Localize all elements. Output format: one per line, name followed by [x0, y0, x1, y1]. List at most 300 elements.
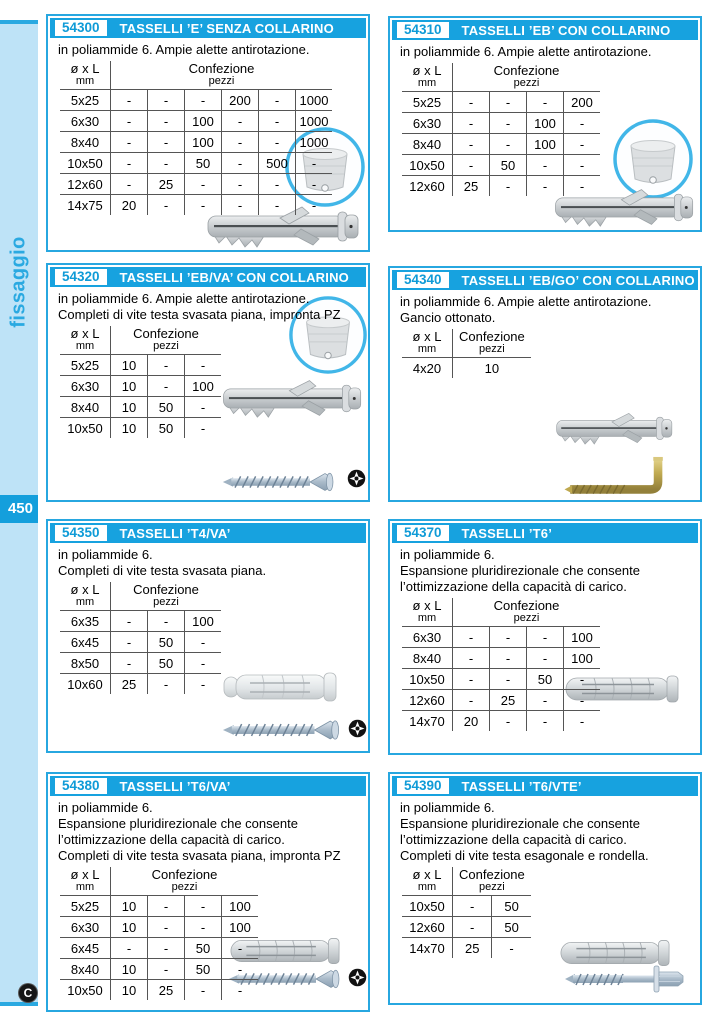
product-panel-54340 — [388, 266, 702, 502]
table-row — [402, 711, 600, 732]
panel-header — [392, 270, 698, 290]
qty-cell: - — [111, 111, 148, 132]
qty-cell: 10 — [111, 355, 148, 376]
description-line: in poliammide 6. — [58, 800, 153, 815]
size-cell: 8x40 — [402, 648, 453, 669]
size-cell: 6x30 — [402, 113, 453, 134]
panel-description — [400, 44, 700, 60]
qty-cell: - — [296, 153, 333, 174]
qty-cell: - — [148, 938, 185, 959]
qty-cell: - — [527, 155, 564, 176]
qty-cell: - — [527, 711, 564, 732]
panel-title: TASSELLI ’T4/VA’ — [119, 525, 231, 541]
table-header-row — [60, 867, 258, 896]
table-row — [60, 132, 332, 153]
qty-cell: 50 — [185, 959, 222, 980]
qty-cell: - — [148, 90, 185, 111]
qty-cell: - — [527, 627, 564, 648]
description-line: l’ottimizzazione della capacità di carico. — [58, 832, 285, 847]
table-row — [60, 376, 221, 397]
size-column-header: ø x L mm — [60, 867, 111, 896]
size-column-header: ø x L mm — [60, 326, 111, 355]
qty-cell: 10 — [111, 917, 148, 938]
product-panel-54300 — [46, 14, 370, 252]
qty-cell: - — [490, 134, 527, 155]
qty-cell: - — [222, 959, 259, 980]
qty-cell: - — [222, 111, 259, 132]
pack-table-container — [48, 61, 368, 215]
qty-cell: - — [259, 195, 296, 216]
qty-cell: - — [296, 174, 333, 195]
table-row — [60, 111, 332, 132]
panel-title: TASSELLI ’T6/VTE’ — [461, 778, 582, 794]
product-panel-54370 — [388, 519, 702, 755]
product-panel-54320 — [46, 263, 370, 502]
table-row — [60, 938, 258, 959]
qty-cell: - — [185, 418, 222, 439]
panel-title: TASSELLI ’T6/VA’ — [119, 778, 231, 794]
panel-header — [392, 523, 698, 543]
qty-cell: - — [453, 896, 492, 917]
size-cell: 8x40 — [60, 397, 111, 418]
qty-cell: - — [111, 132, 148, 153]
size-cell: 12x60 — [402, 690, 453, 711]
countersunk-screw-photo — [220, 469, 340, 495]
table-row — [60, 917, 258, 938]
qty-cell: - — [185, 917, 222, 938]
table-row — [60, 611, 221, 632]
qty-cell: - — [453, 669, 490, 690]
pack-size-table — [60, 582, 221, 694]
qty-cell: - — [259, 132, 296, 153]
panel-title: TASSELLI ’EB/GO’ CON COLLARINO — [461, 272, 695, 288]
qty-cell: - — [111, 174, 148, 195]
table-row — [402, 176, 600, 197]
panel-description — [400, 547, 700, 595]
pack-size-table — [60, 326, 221, 438]
table-row — [402, 938, 531, 959]
qty-cell: 1000 — [296, 90, 333, 111]
qty-cell: - — [111, 653, 148, 674]
table-row — [402, 358, 531, 379]
qty-cell: 25 — [463, 178, 479, 194]
size-cell: 10x60 — [60, 674, 111, 695]
table-header-row — [402, 63, 600, 92]
sidebar — [0, 20, 38, 1006]
size-column-header: ø x L mm — [402, 867, 453, 896]
size-cell: 10x50 — [60, 153, 111, 174]
qty-cell: 100 — [564, 627, 601, 648]
qty-cell: 500 — [259, 153, 296, 174]
panel-description — [58, 800, 368, 864]
qty-cell: 10 — [111, 376, 148, 397]
qty-cell: - — [185, 980, 222, 1001]
qty-cell: - — [490, 648, 527, 669]
qty-cell: - — [222, 195, 259, 216]
qty-cell: 1000 — [296, 111, 333, 132]
table-row — [60, 90, 332, 111]
qty-cell: 50 — [148, 653, 185, 674]
pack-table-container — [390, 598, 700, 731]
qty-cell: 50 — [148, 632, 185, 653]
qty-cell: - — [148, 896, 185, 917]
table-row — [402, 92, 600, 113]
table-row — [60, 632, 221, 653]
size-column-header: ø x L mm — [60, 582, 111, 611]
qty-cell: 10 — [121, 982, 137, 998]
qty-cell: - — [222, 938, 259, 959]
qty-cell: - — [564, 113, 601, 134]
qty-cell: 25 — [490, 690, 527, 711]
size-cell: 6x45 — [60, 632, 111, 653]
panel-header — [50, 776, 366, 796]
table-row — [402, 134, 600, 155]
qty-cell: 100 — [222, 896, 259, 917]
product-panel-54380 — [46, 772, 370, 1012]
description-line: in poliammide 6. Ampie alette antirotazione. — [400, 294, 652, 309]
qty-cell: - — [490, 711, 527, 732]
description-line: Espansione pluridirezionale che consente — [400, 816, 640, 831]
qty-cell: - — [148, 959, 185, 980]
panel-description — [400, 294, 700, 326]
qty-cell: - — [492, 938, 531, 959]
pack-column-header: Confezione pezzi — [453, 867, 531, 896]
panel-title: TASSELLI ’EB’ CON COLLARINO — [461, 22, 671, 38]
qty-cell: - — [222, 132, 259, 153]
size-cell: 6x30 — [60, 111, 111, 132]
article-code: 54350 — [55, 525, 107, 541]
qty-cell: - — [564, 176, 601, 197]
qty-cell: - — [490, 92, 527, 113]
article-code: 54370 — [397, 525, 449, 541]
qty-cell: 200 — [564, 92, 601, 113]
pack-table-container — [48, 326, 368, 438]
description-line: Completi di vite testa svasata piana, impronta PZ — [58, 307, 341, 322]
description-line: Gancio ottonato. — [400, 310, 496, 325]
size-cell: 12x60 — [60, 174, 111, 195]
size-cell: 4x20 — [402, 358, 453, 379]
table-row — [402, 669, 600, 690]
size-cell: 8x50 — [60, 653, 111, 674]
size-cell: 6x45 — [60, 938, 111, 959]
table-row — [60, 959, 258, 980]
table-header-row — [402, 329, 531, 358]
description-line: in poliammide 6. — [58, 547, 153, 562]
hex-screw-photo — [562, 964, 688, 994]
size-column-header: ø x L mm — [402, 63, 453, 92]
qty-cell: 100 — [527, 113, 564, 134]
size-cell: 6x30 — [402, 627, 453, 648]
qty-cell: 25 — [148, 980, 185, 1001]
pack-size-table — [60, 61, 332, 215]
size-cell: 12x60 — [402, 917, 453, 938]
table-header-row — [60, 326, 221, 355]
qty-cell: - — [490, 176, 527, 197]
panel-title: TASSELLI ’EB/VA’ CON COLLARINO — [119, 269, 349, 285]
qty-cell: - — [222, 980, 259, 1001]
expansion-plug-photo — [552, 406, 678, 450]
description-line: Espansione pluridirezionale che consente — [400, 563, 640, 578]
qty-cell: - — [111, 90, 148, 111]
qty-cell: - — [185, 653, 222, 674]
qty-cell: - — [111, 611, 148, 632]
table-row — [60, 397, 221, 418]
description-line: l’ottimizzazione della capacità di carico. — [400, 832, 627, 847]
qty-cell: 1000 — [296, 132, 333, 153]
qty-cell: - — [111, 938, 148, 959]
countersunk-screw-photo — [220, 717, 346, 743]
pack-column-header: Confezione pezzi — [111, 582, 222, 611]
table-row — [60, 653, 221, 674]
product-panel-54310 — [388, 16, 702, 232]
size-column-header: ø x L mm — [402, 598, 453, 627]
qty-cell: - — [185, 632, 222, 653]
qty-cell: - — [527, 648, 564, 669]
pack-size-table — [402, 63, 600, 196]
qty-cell: 25 — [148, 174, 185, 195]
qty-cell: - — [564, 155, 601, 176]
table-row — [60, 896, 258, 917]
panel-title: TASSELLI ’E’ SENZA COLLARINO — [119, 20, 334, 36]
pack-table-container — [390, 867, 700, 958]
panel-description — [58, 547, 368, 579]
phillips-drive-symbol — [348, 719, 367, 738]
qty-cell: 100 — [185, 111, 222, 132]
brand-logo-icon: C — [19, 984, 37, 1002]
pack-table-container — [390, 329, 700, 378]
qty-cell: 20 — [463, 713, 479, 729]
size-cell: 5x25 — [60, 355, 111, 376]
qty-cell: 50 — [148, 397, 185, 418]
pack-size-table — [402, 867, 531, 958]
table-row — [402, 627, 600, 648]
table-row — [60, 980, 258, 1001]
brass-hook-photo — [559, 456, 675, 498]
qty-cell: - — [111, 153, 148, 174]
table-header-row — [60, 582, 221, 611]
article-code: 54340 — [397, 272, 449, 288]
qty-cell: - — [259, 90, 296, 111]
table-header-row — [402, 598, 600, 627]
qty-cell: 25 — [121, 676, 137, 692]
size-cell: 10x50 — [402, 155, 453, 176]
qty-cell: - — [490, 669, 527, 690]
table-row — [402, 155, 600, 176]
size-column-header: ø x L mm — [60, 61, 111, 90]
qty-cell: - — [185, 195, 222, 216]
qty-cell: - — [148, 195, 185, 216]
size-cell: 5x25 — [60, 90, 111, 111]
qty-cell: 50 — [490, 155, 527, 176]
qty-cell: 10 — [121, 420, 137, 436]
table-row — [402, 648, 600, 669]
description-line: in poliammide 6. Ampie alette antirotazione. — [58, 291, 310, 306]
panel-header — [50, 267, 366, 287]
qty-cell: 50 — [148, 418, 185, 439]
qty-cell: 100 — [185, 611, 222, 632]
article-code: 54320 — [55, 269, 107, 285]
category-label: fissaggio — [7, 236, 30, 328]
table-row — [60, 418, 221, 439]
qty-cell: - — [453, 917, 492, 938]
qty-cell: - — [148, 674, 185, 695]
qty-cell: - — [148, 376, 185, 397]
table-row — [402, 896, 531, 917]
size-column-header: ø x L mm — [402, 329, 453, 358]
table-row — [60, 195, 332, 216]
table-header-row — [60, 61, 332, 90]
pack-column-header: Confezione pezzi — [453, 598, 601, 627]
qty-cell: 20 — [121, 197, 137, 213]
size-cell: 8x40 — [60, 959, 111, 980]
qty-cell: - — [185, 355, 222, 376]
qty-cell: - — [453, 113, 490, 134]
pack-column-header: Confezione pezzi — [453, 63, 601, 92]
phillips-drive-symbol — [347, 469, 366, 488]
size-cell: 14x70 — [402, 938, 453, 959]
article-code: 54300 — [55, 20, 107, 36]
article-code: 54310 — [397, 22, 449, 38]
qty-cell: 100 — [222, 917, 259, 938]
qty-cell: - — [148, 132, 185, 153]
size-cell: 6x30 — [60, 917, 111, 938]
qty-cell: 100 — [185, 132, 222, 153]
table-row — [60, 674, 221, 695]
qty-cell: - — [259, 111, 296, 132]
pack-table-container — [390, 63, 700, 196]
description-line: in poliammide 6. — [400, 547, 495, 562]
description-line: Completi di vite testa esagonale e rondella. — [400, 848, 649, 863]
qty-cell: - — [527, 92, 564, 113]
description-line: in poliammide 6. Ampie alette antirotazione. — [58, 42, 310, 57]
qty-cell: 10 — [111, 896, 148, 917]
size-cell: 12x60 — [402, 176, 453, 197]
qty-cell: - — [564, 669, 601, 690]
table-row — [402, 690, 600, 711]
qty-cell: - — [490, 113, 527, 134]
qty-cell: - — [453, 134, 490, 155]
size-cell: 6x35 — [60, 611, 111, 632]
description-line: l’ottimizzazione della capacità di carico. — [400, 579, 627, 594]
size-cell: 14x75 — [60, 195, 111, 216]
description-line: Espansione pluridirezionale che consente — [58, 816, 298, 831]
qty-cell: 50 — [492, 896, 531, 917]
qty-cell: - — [185, 896, 222, 917]
description-line: in poliammide 6. — [400, 800, 495, 815]
qty-cell: - — [185, 174, 222, 195]
table-row — [60, 355, 221, 376]
qty-cell: - — [453, 92, 490, 113]
size-cell: 14x70 — [402, 711, 453, 732]
size-cell: 10x50 — [402, 896, 453, 917]
pack-size-table — [402, 598, 600, 731]
qty-cell: - — [527, 690, 564, 711]
qty-cell: 100 — [527, 134, 564, 155]
pack-column-header: Confezione pezzi — [111, 326, 222, 355]
size-cell: 8x40 — [402, 134, 453, 155]
qty-cell: 10 — [111, 397, 148, 418]
panel-header — [392, 20, 698, 40]
qty-cell: - — [185, 397, 222, 418]
qty-cell: - — [111, 632, 148, 653]
qty-cell: 100 — [564, 648, 601, 669]
panel-header — [50, 18, 366, 38]
panel-description — [58, 42, 368, 58]
qty-cell: 50 — [185, 938, 222, 959]
article-code: 54390 — [397, 778, 449, 794]
qty-cell: - — [490, 627, 527, 648]
product-panel-54390 — [388, 772, 702, 1005]
panel-description — [400, 800, 700, 864]
qty-cell: - — [564, 711, 601, 732]
product-panel-54350 — [46, 519, 370, 753]
qty-cell: - — [185, 90, 222, 111]
qty-cell: - — [259, 174, 296, 195]
qty-cell: - — [222, 174, 259, 195]
size-cell: 5x25 — [402, 92, 453, 113]
panel-header — [392, 776, 698, 796]
qty-cell: - — [527, 176, 564, 197]
size-cell: 10x50 — [60, 418, 111, 439]
panel-title: TASSELLI ’T6’ — [461, 525, 553, 541]
article-code: 54380 — [55, 778, 107, 794]
qty-cell: - — [185, 674, 222, 695]
pack-table-container — [48, 582, 368, 694]
qty-cell: 200 — [222, 90, 259, 111]
qty-cell: - — [148, 611, 185, 632]
qty-cell: - — [564, 134, 601, 155]
qty-cell: 10 — [111, 959, 148, 980]
qty-cell: - — [453, 627, 490, 648]
qty-cell: - — [222, 153, 259, 174]
qty-cell: - — [453, 155, 490, 176]
pack-table-container — [48, 867, 368, 1000]
qty-cell: - — [148, 355, 185, 376]
qty-cell: - — [564, 690, 601, 711]
table-row — [60, 153, 332, 174]
qty-cell: 50 — [185, 153, 222, 174]
table-row — [60, 174, 332, 195]
description-line: in poliammide 6. Ampie alette antirotazione. — [400, 44, 652, 59]
size-cell: 8x40 — [60, 132, 111, 153]
qty-cell: 10 — [484, 360, 500, 376]
pack-column-header: Confezione pezzi — [453, 329, 531, 358]
size-cell: 10x50 — [402, 669, 453, 690]
panel-description — [58, 291, 368, 323]
qty-cell: - — [453, 648, 490, 669]
qty-cell: 100 — [185, 376, 222, 397]
size-cell: 6x30 — [60, 376, 111, 397]
pack-column-header: Confezione pezzi — [111, 867, 259, 896]
table-row — [402, 917, 531, 938]
description-line: Completi di vite testa svasata piana. — [58, 563, 267, 578]
size-cell: 10x50 — [60, 980, 111, 1001]
qty-cell: - — [296, 195, 333, 216]
page-number-tab: 450 — [0, 495, 38, 523]
size-cell: 5x25 — [60, 896, 111, 917]
qty-cell: - — [453, 690, 490, 711]
qty-cell: - — [148, 111, 185, 132]
qty-cell: 50 — [527, 669, 564, 690]
qty-cell: - — [148, 917, 185, 938]
qty-cell: 50 — [492, 917, 531, 938]
table-row — [402, 113, 600, 134]
qty-cell: - — [148, 153, 185, 174]
panel-header — [50, 523, 366, 543]
table-header-row — [402, 867, 531, 896]
qty-cell: 25 — [464, 940, 480, 956]
pack-size-table — [402, 329, 531, 378]
